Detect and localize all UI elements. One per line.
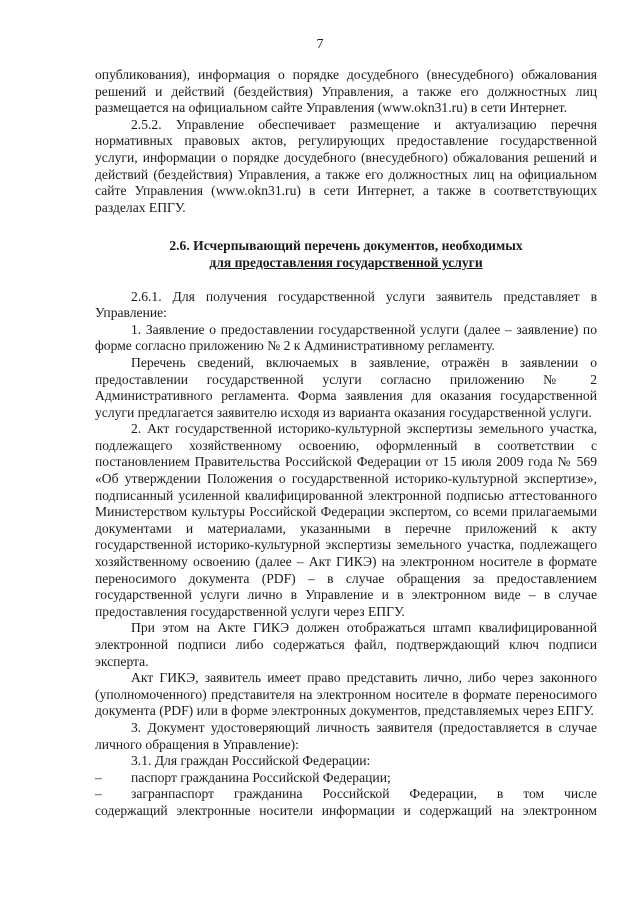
dash-marker: – [95, 786, 102, 802]
list-item [95, 786, 597, 803]
paragraph-2-6-1: 2.6.1. Для получения государственной услуги заявитель представляет в Управление: [95, 288, 597, 321]
paragraph-gike-submission: Акт ГИКЭ, заявитель имеет право представить лично, либо через законного (уполномоченного) представителя на электронном носителе в формате переносимого документа (PDF) или в форме электронных документов, представляемых через ЕПГУ. [95, 670, 597, 719]
paragraph-item-1: 1. Заявление о предоставлении государственной услуги (далее – заявление) по форме согласно приложению № 2 к Административному регламенту. [95, 321, 597, 354]
paragraph-item-3: 3. Документ удостоверяющий личность заявителя (предоставляется в случае личного обращения в Управление): [95, 719, 597, 752]
paragraph-2-5-2: 2.5.2. Управление обеспечивает размещение и актуализацию перечня нормативных правовых актов, регулирующих предоставление государственной услуги, информации о порядке досудебного (внесудебного) обжалования решений и действий (бездействия) Управления, а также его должностных лиц на официальном сайте Управления (www.okn31.ru) в сети Интернет, а также в соответствующих разделах ЕПГУ. [95, 116, 597, 215]
document-body [95, 67, 597, 820]
section-heading-line-1: 2.6. Исчерпывающий перечень документов, необходимых [169, 238, 523, 254]
list-item-text: загранпаспорт гражданина Российской Федерации, в том числе [131, 786, 597, 802]
paragraph-item-3-1: 3.1. Для граждан Российской Федерации: [131, 753, 371, 769]
list-item-text: паспорт гражданина Российской Федерации; [131, 769, 391, 785]
page-number: 7 [316, 36, 324, 51]
section-heading-line-2: для предоставления государственной услуги [209, 254, 483, 270]
paragraph-item-1-details: Перечень сведений, включаемых в заявление, отражён в заявлении о предоставлении государственной услуги согласно приложению № 2 Административного регламента. Форма заявления для оказания государственной услуги предлагается заявителю исходя из варианта оказания государственной услуги. [95, 354, 597, 420]
paragraph-gike-stamp: При этом на Акте ГИКЭ должен отображаться штамп квалифицированной электронной подписи либо содержаться файл, подтверждающий ключ подписи эксперта. [95, 620, 597, 669]
dash-marker: – [95, 769, 102, 785]
paragraph-item-2: 2. Акт государственной историко-культурной экспертизы земельного участка, подлежащего хозяйственному освоению, оформленный в соответствии с постановлением Правительства Российской Федерации от 15 июля 2009 года № 569 «Об утверждении Положения о государственной историко-культурной экспертизе», подписанный усиленной квалифицированной электронной подписью аттестованного Министерством культуры Российской Федерации экспертом, со всеми прилагаемыми документами и материалами, указанными в перечне приложений к акту государственной историко-культурной экспертизы земельного участка, подлежащего хозяйственному освоению (далее – Акт ГИКЭ) на электронном носителе в формате переносимого документа (PDF) – в случае обращения за предоставлением государственной услуги лично в Управление и в электронном виде – в случае предоставления государственной услуги через ЕПГУ. [95, 421, 597, 619]
list-item [95, 770, 597, 787]
list-item-continuation: содержащий электронные носители информации и содержащий на электронном [95, 802, 597, 818]
section-heading-2-6 [95, 238, 597, 271]
paragraph-continuation: опубликования), информация о порядке досудебного (внесудебного) обжалования решений и действий (бездействия) Управления, а также его должностных лиц размещается на официальном сайте Управления (www.okn31.ru) в сети Интернет. [95, 67, 597, 116]
